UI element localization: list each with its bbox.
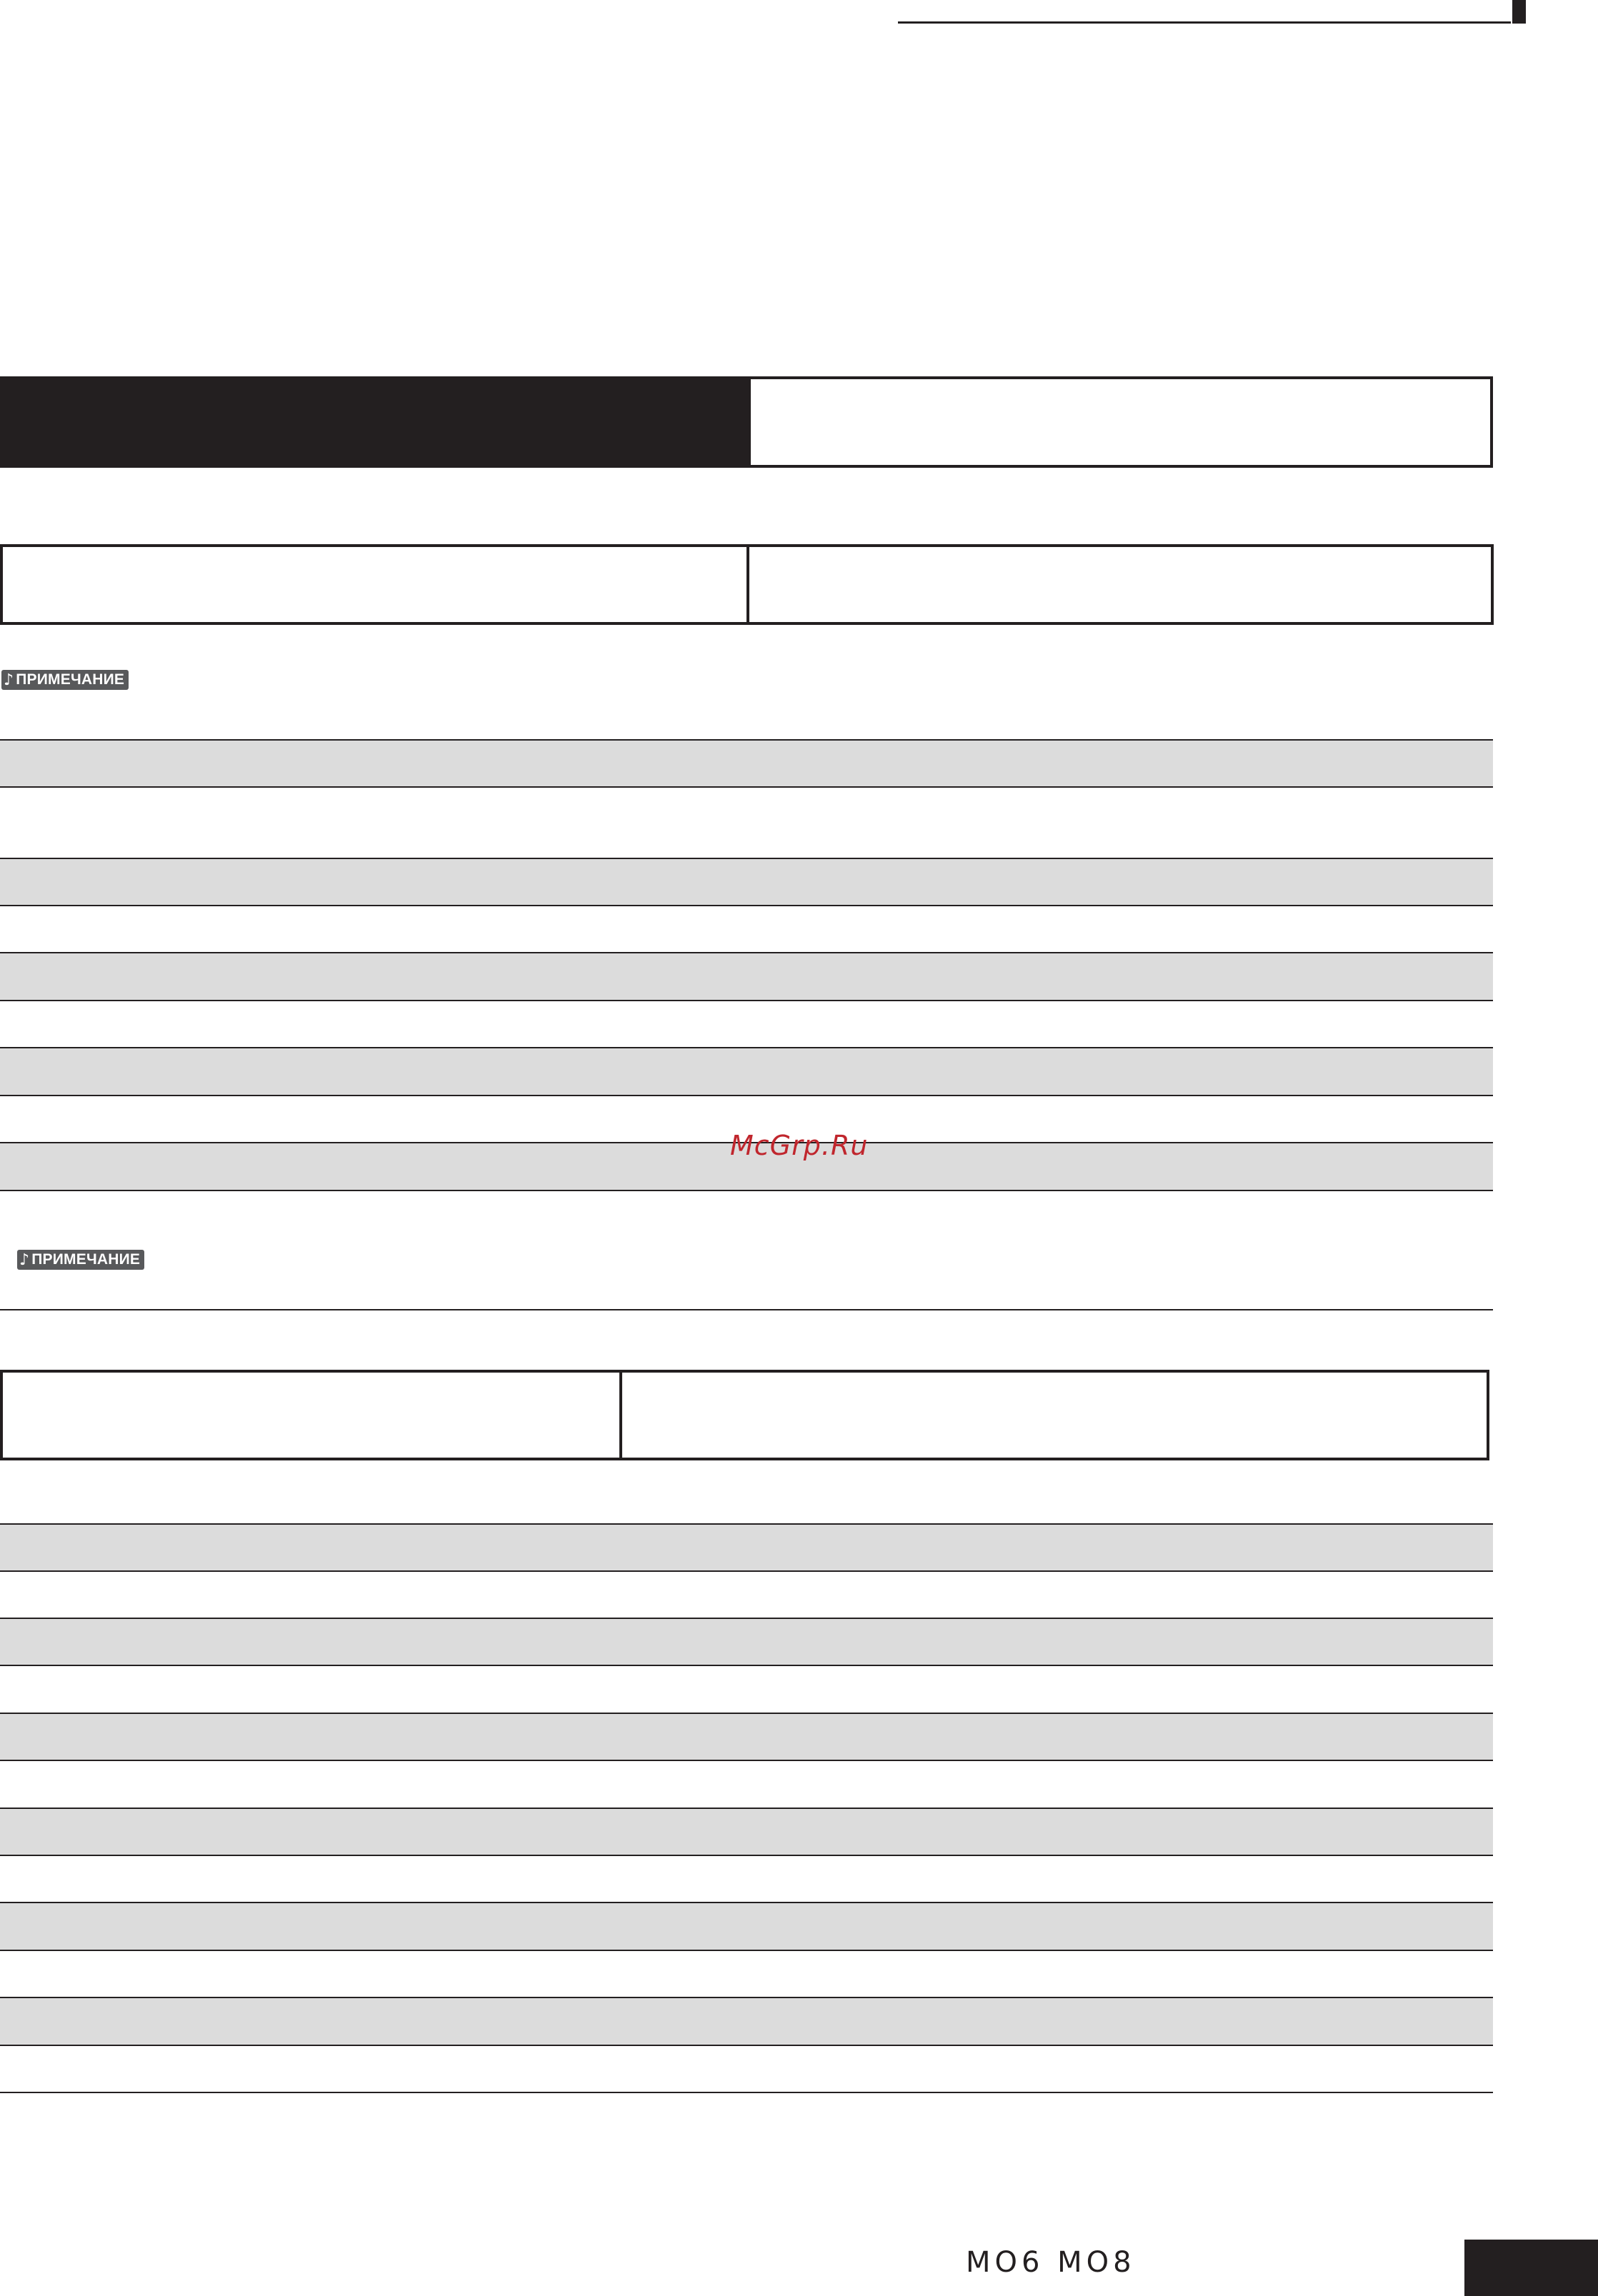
header-rule [898,21,1511,24]
table-row [0,2046,1493,2093]
table-row [0,1951,1493,1998]
section-heading-cell [748,376,1493,468]
table-row [0,1001,1493,1048]
section-heading-block [0,376,748,468]
table-row [0,1666,1493,1714]
table-row [0,1572,1493,1619]
table-row [0,1619,1493,1666]
table-row [0,739,1493,788]
table-row [0,906,1493,953]
section-rule [0,1309,1493,1310]
page-number-tab [1464,2240,1598,2296]
note-badge [1,670,129,690]
note-badge [17,1250,144,1270]
table-row [0,1714,1493,1761]
table-row [0,859,1493,906]
table-row [0,1903,1493,1951]
note-label: ПРИМЕЧАНИЕ [31,1251,141,1268]
table-row [0,1998,1493,2046]
info-box-2 [0,1370,1489,1460]
info-box-1-divider [746,544,749,625]
table-row [0,788,1493,859]
model-logo: MO6 MO8 [966,2246,1136,2279]
watermark-text: McGrp.Ru [730,1130,869,1161]
table-row [0,1761,1493,1809]
music-note-icon: ♪ [4,671,14,689]
table-row [0,1523,1493,1572]
table-row [0,953,1493,1001]
table-row [0,1856,1493,1903]
music-note-icon: ♪ [19,1250,30,1269]
table-row [0,1809,1493,1856]
info-box-2-divider [619,1370,622,1460]
header-tab-marker [1512,0,1526,24]
note-label: ПРИМЕЧАНИЕ [16,671,125,688]
table-row [0,1048,1493,1096]
